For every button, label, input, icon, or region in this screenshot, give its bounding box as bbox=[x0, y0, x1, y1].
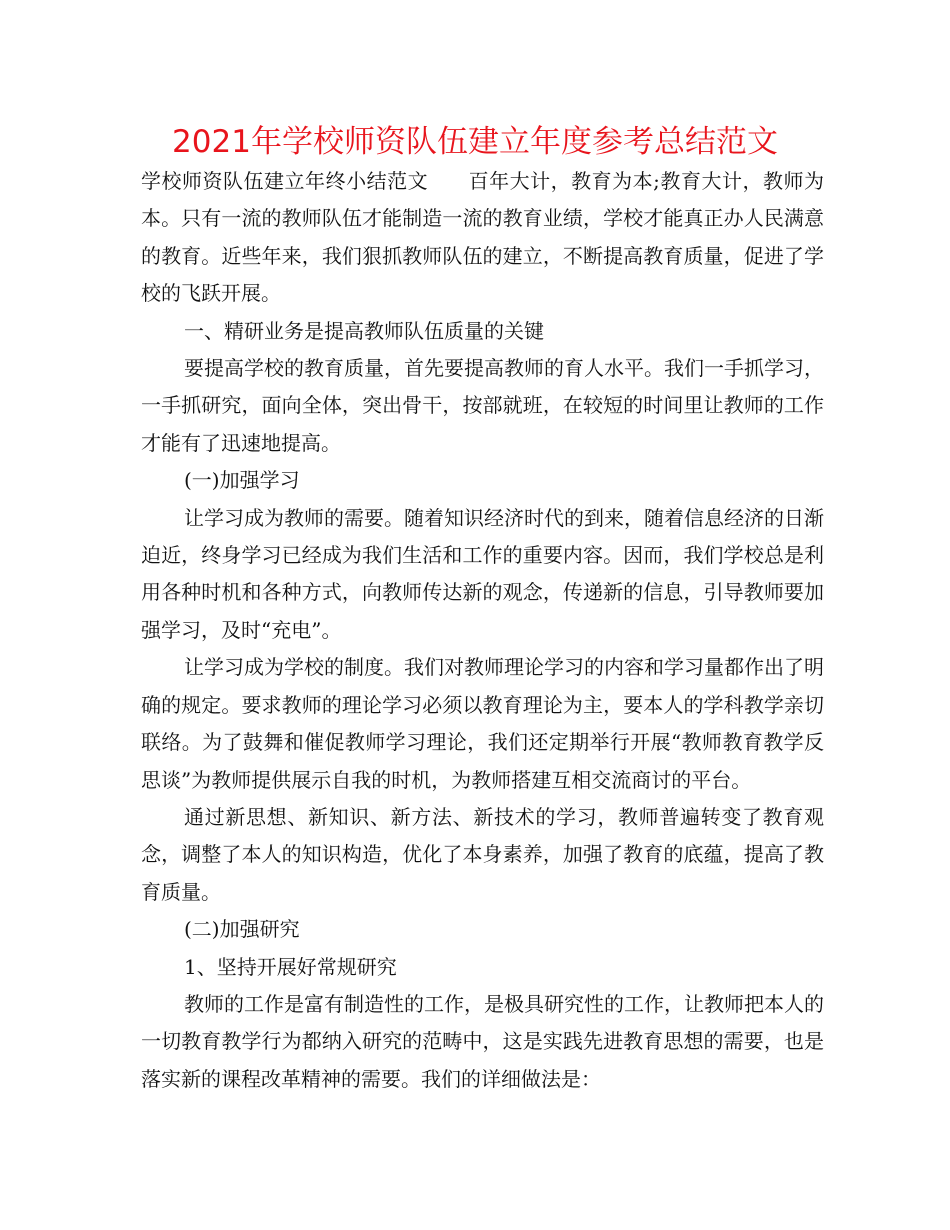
paragraph: 通过新思想、新知识、新方法、新技术的学习，教师普遍转变了教育观念，调整了本人的知识构造，优化了本身素养，加强了教育的底蕴，提高了教育质量。 bbox=[141, 804, 824, 904]
subsection-heading-1: (一)加强学习 bbox=[184, 468, 300, 493]
paragraph-intro-text: 百年大计，教育为本;教育大计，教师为本。只有一流的教师队伍才能制造一流的教育业绩，学校才能真正办人民满意的教育。近些年来，我们狠抓教师队伍的建立，不断提高教育质量，促进了学校的飞跃开展。 bbox=[141, 169, 824, 306]
paragraph: 教师的工作是富有制造性的工作，是极具研究性的工作，让教师把本人的一切教育教学行为都纳入研究的范畴中，这是实践先进教育思想的需要，也是落实新的课程改革精神的需要。我们的详细做法是： bbox=[141, 991, 824, 1091]
paragraph: 要提高学校的教育质量，首先要提高教师的育人水平。我们一手抓学习，一手抓研究，面向全体，突出骨干，按部就班，在较短的时间里让教师的工作才能有了迅速地提高。 bbox=[141, 356, 824, 455]
section-heading-1: 一、精研业务是提高教师队伍质量的关键 bbox=[184, 318, 544, 343]
document-body bbox=[141, 163, 824, 1098]
intro-paragraph bbox=[141, 163, 824, 313]
list-heading-1: 1、坚持开展好常规研究 bbox=[184, 954, 397, 979]
paragraph: 让学习成为教师的需要。随着知识经济时代的到来，随着信息经济的日渐迫近，终身学习已经成为我们生活和工作的重要内容。因而，我们学校总是利用各种时机和各种方式，向教师传达新的观念，传递新的信息，引导教师要加强学习，及时“充电”。 bbox=[141, 505, 824, 642]
paragraph: 让学习成为学校的制度。我们对教师理论学习的内容和学习量都作出了明确的规定。要求教师的理论学习必须以教育理论为主，要本人的学科教学亲切联络。为了鼓舞和催促教师学习理论，我们还定期举行开展“教师教育教学反思谈”为教师提供展示自我的时机，为教师搭建互相交流商讨的平台。 bbox=[141, 655, 824, 792]
subsection-heading-2: (二)加强研究 bbox=[184, 917, 300, 942]
document-subtitle: 学校师资队伍建立年终小结范文 bbox=[141, 169, 429, 193]
document-title: 2021年学校师资队伍建立年度参考总结范文 bbox=[172, 124, 778, 160]
